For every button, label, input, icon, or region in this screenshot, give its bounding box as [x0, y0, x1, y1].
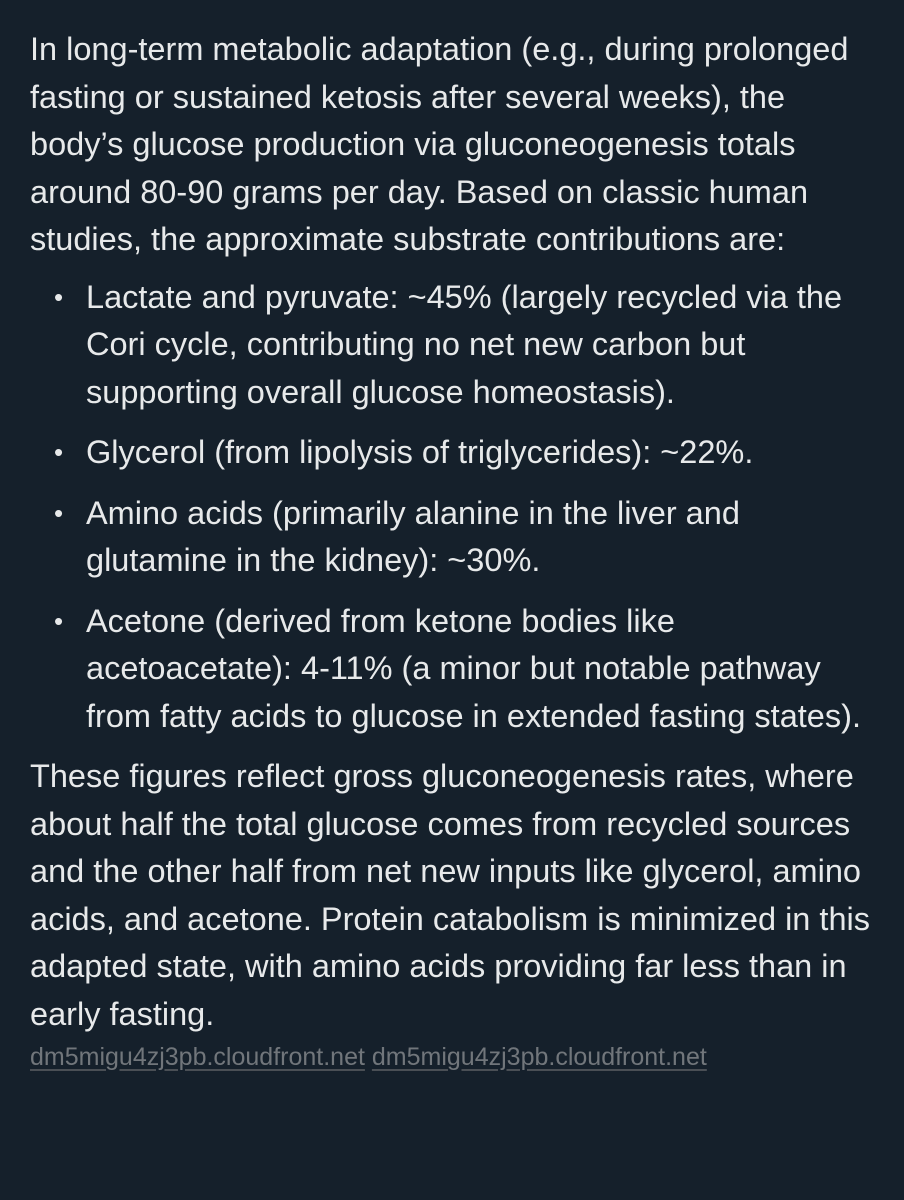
source-link[interactable]: dm5migu4zj3pb.cloudfront.net: [371, 1043, 707, 1071]
list-item: [30, 274, 880, 417]
list-item-text: Lactate and pyruvate: ~45% (largely recycled via the Cori cycle, contributing no net new carbon but supporting overall glucose homeostasis).: [86, 278, 843, 410]
list-item-text: Glycerol (from lipolysis of triglycerides): ~22%.: [86, 434, 754, 470]
substrate-list: [30, 274, 880, 741]
list-item-text: Acetone (derived from ketone bodies like acetoacetate): 4-11% (a minor but notable pathway from fatty acids to glucose in extended fasting states).: [86, 602, 861, 734]
source-links: [30, 1038, 880, 1076]
response-body: [30, 26, 880, 1076]
bullet-icon: •: [54, 437, 64, 467]
source-link[interactable]: dm5migu4zj3pb.cloudfront.net: [30, 1043, 365, 1071]
list-item: [30, 490, 880, 585]
list-item: [30, 429, 880, 477]
intro-paragraph: In long-term metabolic adaptation (e.g., during prolonged fasting or sustained ketosis after several weeks), the body’s glucose production via gluconeogenesis totals around 80-90 grams per day. Based on classic human studies, the approximate substrate contributions are:: [30, 31, 849, 257]
bullet-icon: •: [54, 497, 64, 528]
conclusion-paragraph: These figures reflect gross gluconeogenesis rates, where about half the total glucose comes from recycled sources and the other half from net new inputs like glycerol, amino acids, and acetone. Protein catabolism is minimized in this adapted state, with amino acids providing far less than in early fasting.: [30, 758, 870, 1032]
bullet-icon: •: [54, 281, 64, 312]
bullet-icon: •: [54, 605, 64, 636]
list-item-text: Amino acids (primarily alanine in the liver and glutamine in the kidney): ~30%.: [86, 494, 740, 578]
list-item: [30, 598, 880, 741]
